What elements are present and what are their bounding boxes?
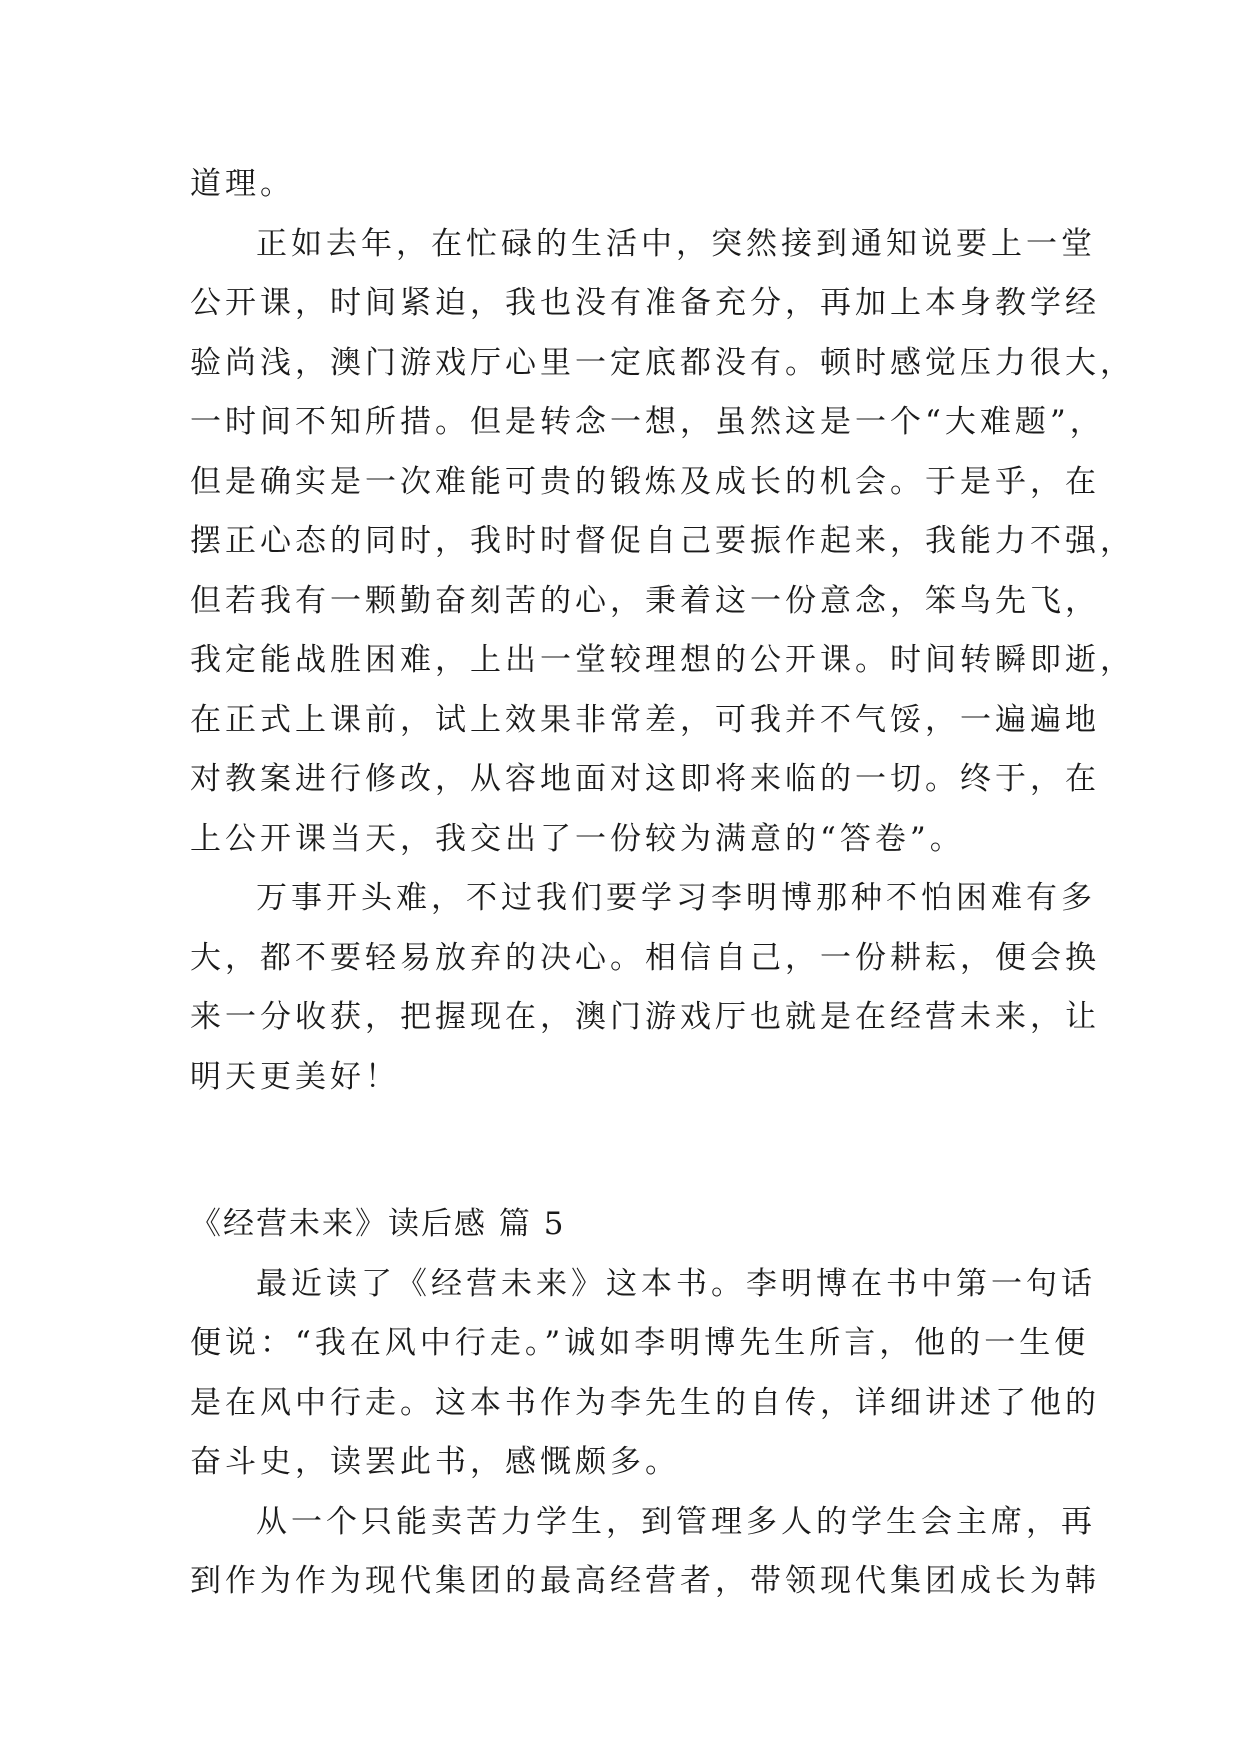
- text-line: 到作为作为现代集团的最高经营者，带领现代集团成长为韩: [190, 1563, 1100, 1599]
- text-line: 摆正心态的同时，我时时督促自己要振作起来，我能力不强，: [190, 523, 1135, 559]
- text-line: 明天更美好！: [190, 1058, 400, 1095]
- text-line: 正如去年，在忙碌的生活中，突然接到通知说要上一堂: [256, 225, 1096, 262]
- text-line: 从一个只能卖苦力学生，到管理多人的学生会主席，再: [256, 1503, 1096, 1540]
- text-line: 便说：“我在风中行走。”诚如李明博先生所言，他的一生便: [190, 1325, 1090, 1361]
- text-line: 万事开头难，不过我们要学习李明博那种不怕困难有多: [256, 880, 1096, 916]
- text-line: 我定能战胜困难，上出一堂较理想的公开课。时间转瞬即逝，: [190, 642, 1135, 678]
- text-line: 奋斗史，读罢此书，感慨颇多。: [190, 1444, 680, 1480]
- paragraph: [190, 155, 1050, 215]
- paragraph: [190, 215, 1135, 870]
- text-line: 来一分收获，把握现在，澳门游戏厅也就是在经营未来，让: [190, 999, 1100, 1035]
- text-line: 对教案进行修改，从容地面对这即将来临的一切。终于，在: [190, 761, 1100, 797]
- text-line: 但若我有一颗勤奋刻苦的心，秉着这一份意念，笨鸟先飞，: [190, 582, 1100, 619]
- document-page: [190, 155, 1135, 1612]
- text-line: 最近读了《经营未来》这本书。李明博在书中第一句话: [256, 1265, 1096, 1302]
- section-spacer: [190, 1107, 1050, 1195]
- text-line: 大，都不要轻易放弃的决心。相信自己，一份耕耘，便会换: [190, 939, 1100, 976]
- text-line: 道理。: [190, 166, 295, 202]
- paragraph: [190, 869, 1100, 1107]
- paragraph: [190, 1493, 1100, 1612]
- text-line: 在正式上课前，试上效果非常差，可我并不气馁，一遍遍地: [190, 701, 1100, 738]
- text-line: 一时间不知所措。但是转念一想，虽然这是一个“大难题”，: [190, 404, 1105, 440]
- section-heading: 《经营未来》读后感 篇 5: [190, 1206, 566, 1242]
- paragraph: [190, 1255, 1100, 1493]
- text-line: 公开课，时间紧迫，我也没有准备充分，再加上本身教学经: [190, 285, 1100, 321]
- text-line: 但是确实是一次难能可贵的锻炼及成长的机会。于是乎，在: [190, 463, 1100, 500]
- text-line: 是在风中行走。这本书作为李先生的自传，详细讲述了他的: [190, 1384, 1100, 1421]
- text-line: 验尚浅，澳门游戏厅心里一定底都没有。顿时感觉压力很大，: [190, 344, 1135, 381]
- text-line: 上公开课当天，我交出了一份较为满意的“答卷”。: [190, 820, 965, 857]
